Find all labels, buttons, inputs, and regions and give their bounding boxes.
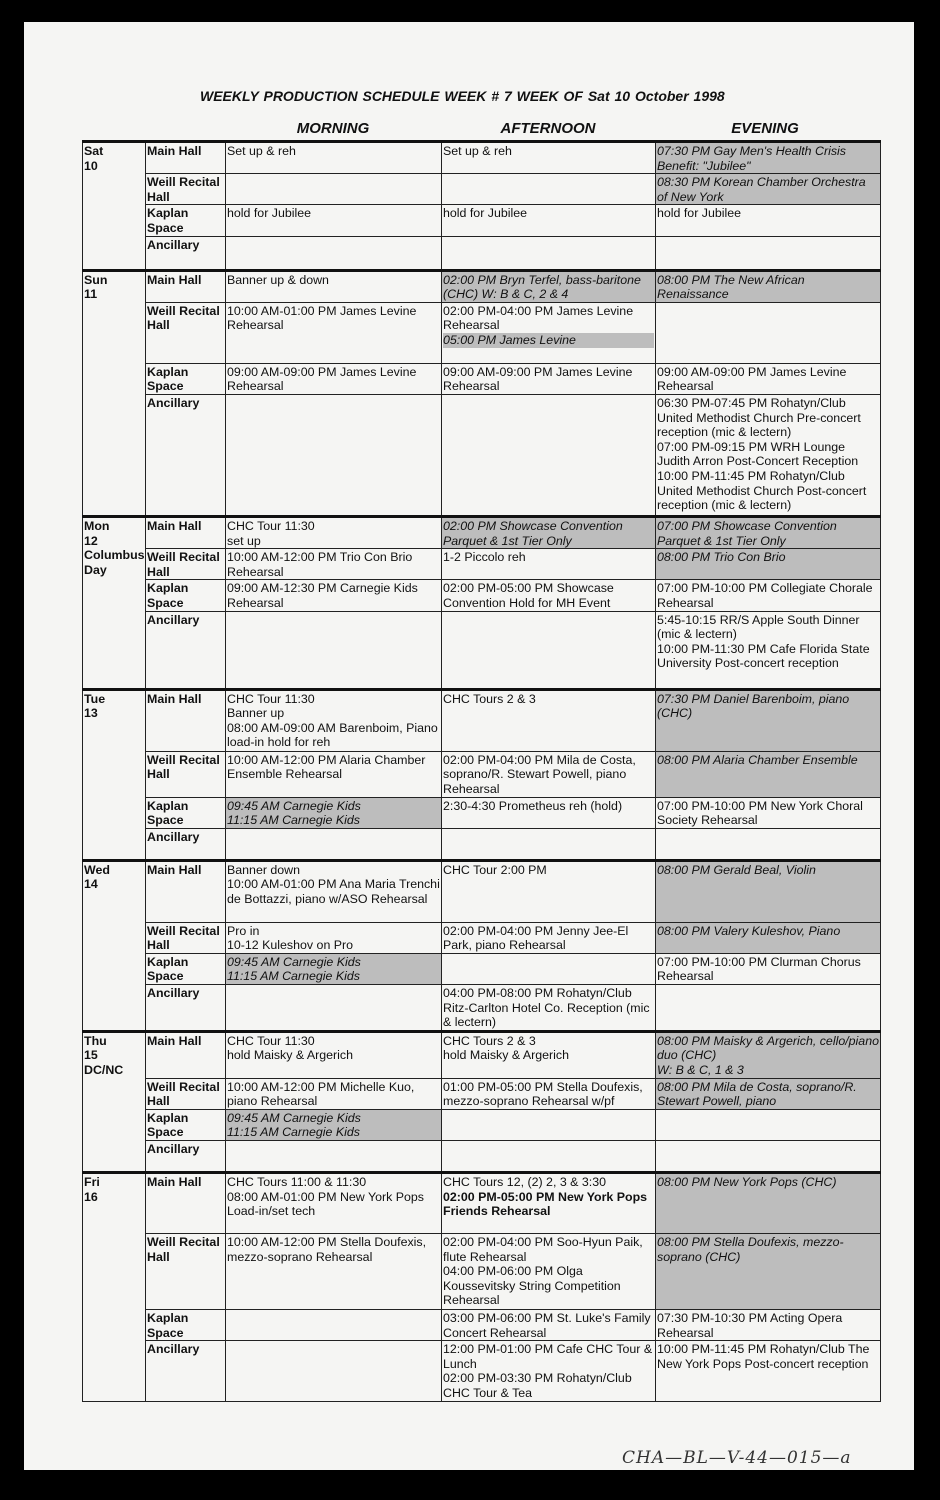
schedule-row — [83, 985, 881, 1032]
event-text: 04:00 PM-06:00 PM Olga Koussevitsky String Competition Rehearsal — [443, 1264, 621, 1308]
event-text: 02:00 PM Bryn Terfel, bass-baritone (CHC) W: B & C, 2 & 4 — [443, 272, 641, 302]
evening-cell — [656, 985, 881, 1032]
event-text: 08:00 PM New York Pops (CHC) — [657, 1175, 837, 1189]
afternoon-cell — [442, 363, 656, 394]
event-text: Banner up & down — [227, 272, 329, 287]
event-text: 10:00 AM-12:00 PM Alaria Chamber Ensemble Rehearsal — [227, 752, 426, 782]
schedule-row — [83, 797, 881, 828]
evening-cell — [656, 751, 881, 797]
schedule-row — [83, 1234, 881, 1310]
schedule-body — [83, 142, 881, 1402]
venue-cell: Main Hall — [146, 516, 226, 548]
event-text: CHC Tour 11:30 — [227, 518, 315, 533]
day-label: 16 — [84, 1189, 98, 1204]
event-text: 09:00 AM-09:00 PM James Levine Rehearsal — [657, 364, 847, 394]
event-text: 10:00 PM-11:45 PM Rohatyn/Club United Methodist Church Post-concert reception (mic & lectern) — [657, 468, 867, 513]
day-label: Mon — [84, 518, 110, 533]
venue-cell: Kaplan Space — [146, 797, 226, 828]
event-text: 09:45 AM Carnegie Kids — [227, 798, 361, 813]
evening-cell — [656, 302, 881, 363]
event-text: hold for Jubilee — [443, 206, 528, 221]
venue-cell: Kaplan Space — [146, 205, 226, 236]
event-text: 12:00 PM-01:00 PM Cafe CHC Tour & Lunch — [443, 1342, 653, 1371]
morning-cell — [226, 797, 442, 828]
evening-cell — [656, 142, 881, 174]
evening-cell — [656, 1310, 881, 1341]
afternoon-cell — [442, 394, 656, 516]
venue-cell: Main Hall — [146, 689, 226, 751]
event-text: 1-2 Piccolo reh — [443, 550, 526, 565]
schedule-table — [82, 140, 881, 1402]
event-text: CHC Tour 2:00 PM — [443, 862, 547, 877]
event-text: CHC Tours 11:00 & 11:30 — [227, 1175, 367, 1189]
schedule-row — [83, 174, 881, 205]
morning-cell — [226, 1078, 442, 1109]
evening-cell — [656, 1031, 881, 1078]
morning-cell — [226, 922, 442, 953]
schedule-row — [83, 1141, 881, 1173]
schedule-row — [83, 516, 881, 548]
evening-cell — [656, 1234, 881, 1310]
event-text: 07:00 PM-09:15 PM WRH Lounge Judith Arron Post-Concert Reception — [657, 439, 859, 469]
morning-cell — [226, 142, 442, 174]
evening-cell — [656, 580, 881, 611]
event-text: 09:45 AM Carnegie Kids — [227, 954, 361, 969]
event-text: Set up & reh — [227, 144, 296, 158]
schedule-row — [83, 860, 881, 922]
schedule-row — [83, 953, 881, 984]
schedule-row — [83, 1109, 881, 1140]
afternoon-cell — [442, 174, 656, 205]
event-text: 08:00 AM-09:00 AM Barenboim, Piano load-in hold for reh — [227, 720, 438, 750]
event-text: Pro in — [227, 923, 260, 938]
afternoon-cell — [442, 236, 656, 270]
day-label: Tue — [84, 691, 106, 706]
schedule-row — [83, 689, 881, 751]
evening-cell — [656, 922, 881, 953]
venue-cell: Main Hall — [146, 270, 226, 302]
venue-cell: Weill Recital Hall — [146, 1078, 226, 1109]
morning-cell — [226, 611, 442, 689]
evening-cell — [656, 797, 881, 828]
day-label: Fri — [84, 1175, 100, 1189]
morning-cell — [226, 1141, 442, 1173]
schedule-row — [83, 270, 881, 302]
schedule-row — [83, 751, 881, 797]
afternoon-cell — [442, 953, 656, 984]
venue-cell: Ancillary — [146, 1141, 226, 1173]
afternoon-cell — [442, 1234, 656, 1310]
evening-cell — [656, 689, 881, 751]
column-header-afternoon: AFTERNOON — [500, 120, 596, 137]
evening-cell — [656, 611, 881, 689]
schedule-row — [83, 236, 881, 270]
event-text: 2:30-4:30 Prometheus reh (hold) — [443, 798, 623, 813]
event-text: 10:00 AM-01:00 PM Ana Maria Trenchi de Bottazzi, piano w/ASO Rehearsal — [227, 877, 440, 906]
event-text: 02:00 PM-05:00 PM Showcase Convention Hold for MH Event — [443, 581, 614, 610]
afternoon-cell — [442, 516, 656, 548]
event-text: 02:00 PM-04:00 PM Soo-Hyun Paik, flute Rehearsal — [443, 1235, 643, 1264]
afternoon-cell — [442, 1031, 656, 1078]
event-text: Banner up — [227, 706, 285, 721]
afternoon-cell — [442, 922, 656, 953]
day-cell — [83, 270, 146, 516]
day-cell — [83, 689, 146, 860]
catalog-number: CHA—BL—V-44—015—a — [622, 1448, 852, 1468]
morning-cell — [226, 1173, 442, 1234]
event-text: 10:00 AM-12:00 PM Michelle Kuo, piano Rehearsal — [227, 1079, 415, 1109]
event-text: 05:00 PM James Levine — [443, 333, 654, 348]
afternoon-cell — [442, 580, 656, 611]
day-cell — [83, 142, 146, 271]
morning-cell — [226, 751, 442, 797]
schedule-row — [83, 142, 881, 174]
event-text: 09:45 AM Carnegie Kids — [227, 1110, 361, 1125]
schedule-row — [83, 205, 881, 236]
afternoon-cell — [442, 985, 656, 1032]
event-text: 10:00 AM-12:00 PM Stella Doufexis, mezzo-soprano Rehearsal — [227, 1235, 427, 1264]
afternoon-cell — [442, 1078, 656, 1109]
afternoon-cell — [442, 549, 656, 580]
morning-cell — [226, 205, 442, 236]
schedule-row — [83, 363, 881, 394]
event-text: 10:00 PM-11:45 PM Rohatyn/Club The New York Pops Post-concert reception — [657, 1342, 870, 1371]
event-text: 07:30 PM Daniel Barenboim, piano (CHC) — [657, 691, 850, 721]
venue-cell: Ancillary — [146, 985, 226, 1032]
evening-cell — [656, 860, 881, 922]
evening-cell — [656, 1173, 881, 1234]
event-text: 11:15 AM Carnegie Kids — [227, 813, 360, 828]
venue-cell: Weill Recital Hall — [146, 922, 226, 953]
evening-cell — [656, 828, 881, 860]
event-text: 04:00 PM-08:00 PM Rohatyn/Club Ritz-Carlton Hotel Co. Reception (mic & lectern) — [443, 986, 650, 1030]
afternoon-cell — [442, 1109, 656, 1140]
morning-cell — [226, 302, 442, 363]
afternoon-cell — [442, 142, 656, 174]
venue-cell: Main Hall — [146, 142, 226, 174]
event-text: 11:15 AM Carnegie Kids — [227, 1125, 360, 1140]
afternoon-cell — [442, 751, 656, 797]
event-text: 5:45-10:15 RR/S Apple South Dinner (mic & lectern) — [657, 612, 860, 642]
event-text: 09:00 AM-09:00 PM James Levine Rehearsal — [443, 364, 633, 394]
event-text: CHC Tour 11:30 — [227, 691, 315, 706]
morning-cell — [226, 689, 442, 751]
event-text: 08:00 PM Trio Con Brio — [657, 550, 786, 565]
event-text: 01:00 PM-05:00 PM Stella Doufexis, mezzo-soprano Rehearsal w/pf — [443, 1079, 643, 1109]
venue-cell: Ancillary — [146, 236, 226, 270]
evening-cell — [656, 1141, 881, 1173]
event-text: 08:00 PM Alaria Chamber Ensemble — [657, 752, 858, 767]
day-label: 13 — [84, 706, 98, 721]
afternoon-cell — [442, 205, 656, 236]
event-text: 08:00 PM Mila de Costa, soprano/R. Stewart Powell, piano — [657, 1079, 857, 1109]
event-text: 07:00 PM-10:00 PM New York Choral Society Rehearsal — [657, 798, 863, 828]
event-text: 06:30 PM-07:45 PM Rohatyn/Club United Methodist Church Pre-concert reception (mic & lectern) — [657, 395, 861, 440]
event-text: 02:00 PM-04:00 PM James Levine Rehearsal — [443, 303, 634, 333]
venue-cell: Kaplan Space — [146, 1310, 226, 1341]
schedule-row — [83, 580, 881, 611]
event-text: CHC Tour 11:30 — [227, 1033, 315, 1048]
event-text: 02:00 PM-04:00 PM Mila de Costa, soprano/R. Stewart Powell, piano Rehearsal — [443, 752, 636, 796]
day-label: Thu — [84, 1033, 107, 1048]
event-text: 08:00 PM Gerald Beal, Violin — [657, 862, 816, 877]
evening-cell — [656, 953, 881, 984]
event-text: hold for Jubilee — [657, 206, 742, 221]
evening-cell — [656, 205, 881, 236]
venue-cell: Weill Recital Hall — [146, 302, 226, 363]
morning-cell — [226, 1341, 442, 1402]
evening-cell — [656, 1341, 881, 1402]
afternoon-cell — [442, 611, 656, 689]
morning-cell — [226, 580, 442, 611]
event-text: 02:00 PM-04:00 PM Jenny Jee-El Park, piano Rehearsal — [443, 923, 629, 953]
morning-cell — [226, 516, 442, 548]
event-text: 11:15 AM Carnegie Kids — [227, 969, 360, 984]
afternoon-cell — [442, 302, 656, 363]
event-text: 08:00 PM Maisky & Argerich, cello/piano duo (CHC) — [657, 1033, 879, 1063]
event-text: hold Maisky & Argerich — [227, 1048, 354, 1063]
evening-cell — [656, 394, 881, 516]
event-text: hold for Jubilee — [227, 206, 312, 221]
afternoon-cell — [442, 1173, 656, 1234]
day-cell — [83, 516, 146, 689]
event-text: Banner down — [227, 862, 301, 877]
event-text: 02:00 PM-05:00 PM New York Pops Friends Rehearsal — [443, 1189, 648, 1219]
venue-cell: Kaplan Space — [146, 580, 226, 611]
event-text: Set up & reh — [443, 144, 512, 158]
venue-cell: Ancillary — [146, 828, 226, 860]
evening-cell — [656, 174, 881, 205]
event-text: CHC Tours 2 & 3 — [443, 691, 536, 706]
afternoon-cell — [442, 1141, 656, 1173]
morning-cell — [226, 1031, 442, 1078]
evening-cell — [656, 236, 881, 270]
venue-cell: Ancillary — [146, 1341, 226, 1402]
venue-cell: Main Hall — [146, 860, 226, 922]
morning-cell — [226, 394, 442, 516]
morning-cell — [226, 828, 442, 860]
morning-cell — [226, 1234, 442, 1310]
morning-cell — [226, 236, 442, 270]
event-text: 03:00 PM-06:00 PM St. Luke's Family Concert Rehearsal — [443, 1311, 651, 1340]
event-text: 08:30 PM Korean Chamber Orchestra of New York — [657, 175, 866, 204]
event-text: 08:00 PM Stella Doufexis, mezzo-soprano (CHC) — [657, 1235, 844, 1264]
event-text: 02:00 PM Showcase Convention Parquet & 1st Tier Only — [443, 518, 623, 548]
column-headers — [82, 120, 875, 140]
day-label: 12 — [84, 533, 98, 548]
venue-cell: Main Hall — [146, 1173, 226, 1234]
venue-cell: Ancillary — [146, 394, 226, 516]
venue-cell: Weill Recital Hall — [146, 549, 226, 580]
event-text: 10:00 PM-11:30 PM Cafe Florida State University Post-concert reception — [657, 641, 870, 671]
day-label: DC/NC — [84, 1063, 124, 1078]
afternoon-cell — [442, 1310, 656, 1341]
day-label: 11 — [84, 287, 98, 302]
event-text: 07:30 PM Gay Men's Health Crisis Benefit: "Jubilee" — [657, 144, 846, 173]
event-text: 10-12 Kuleshov on Pro — [227, 938, 354, 953]
morning-cell — [226, 549, 442, 580]
event-text: 09:00 AM-12:30 PM Carnegie Kids Rehearsal — [227, 581, 418, 610]
day-label: Sun — [84, 272, 108, 287]
event-text: W: B & C, 1 & 3 — [657, 1063, 744, 1078]
day-label: Columbus — [84, 548, 145, 563]
evening-cell — [656, 270, 881, 302]
afternoon-cell — [442, 860, 656, 922]
morning-cell — [226, 953, 442, 984]
schedule-row — [83, 1078, 881, 1109]
morning-cell — [226, 174, 442, 205]
schedule-row — [83, 1173, 881, 1234]
venue-cell: Kaplan Space — [146, 1109, 226, 1140]
schedule-row — [83, 1031, 881, 1078]
day-label: Day — [84, 562, 107, 577]
day-cell — [83, 1031, 146, 1172]
day-label: 10 — [84, 158, 98, 173]
event-text: 10:00 AM-01:00 PM James Levine Rehearsal — [227, 303, 417, 333]
event-text: 08:00 AM-01:00 PM New York Pops Load-in/set tech — [227, 1189, 424, 1219]
schedule-row — [83, 549, 881, 580]
morning-cell — [226, 985, 442, 1032]
event-text: CHC Tours 2 & 3 — [443, 1033, 536, 1048]
afternoon-cell — [442, 797, 656, 828]
day-label: Wed — [84, 862, 110, 877]
afternoon-cell — [442, 689, 656, 751]
event-text: 09:00 AM-09:00 PM James Levine Rehearsal — [227, 364, 417, 394]
evening-cell — [656, 549, 881, 580]
day-cell — [83, 1173, 146, 1402]
afternoon-cell — [442, 828, 656, 860]
schedule-row — [83, 611, 881, 689]
morning-cell — [226, 270, 442, 302]
day-label: Sat — [84, 144, 104, 158]
schedule-row — [83, 394, 881, 516]
day-label: 15 — [84, 1048, 98, 1063]
column-header-evening: EVENING — [731, 120, 799, 137]
evening-cell — [656, 516, 881, 548]
event-text: 07:00 PM Showcase Convention Parquet & 1st Tier Only — [657, 518, 837, 548]
afternoon-cell — [442, 1341, 656, 1402]
event-text: 07:30 PM-10:30 PM Acting Opera Rehearsal — [657, 1311, 843, 1340]
afternoon-cell — [442, 270, 656, 302]
schedule-row — [83, 922, 881, 953]
morning-cell — [226, 860, 442, 922]
venue-cell: Main Hall — [146, 1031, 226, 1078]
venue-cell: Weill Recital Hall — [146, 751, 226, 797]
venue-cell: Weill Recital Hall — [146, 174, 226, 205]
evening-cell — [656, 1109, 881, 1140]
event-text: 07:00 PM-10:00 PM Collegiate Chorale Rehearsal — [657, 581, 873, 610]
document-title: WEEKLY PRODUCTION SCHEDULE WEEK # 7 WEEK OF Sat 10 October 1998 — [200, 88, 725, 104]
event-text: 07:00 PM-10:00 PM Clurman Chorus Rehearsal — [657, 954, 861, 984]
venue-cell: Kaplan Space — [146, 953, 226, 984]
schedule-row — [83, 1341, 881, 1402]
venue-cell: Kaplan Space — [146, 363, 226, 394]
evening-cell — [656, 363, 881, 394]
morning-cell — [226, 1310, 442, 1341]
event-text: hold Maisky & Argerich — [443, 1048, 570, 1063]
event-text: set up — [227, 533, 261, 548]
evening-cell — [656, 1078, 881, 1109]
morning-cell — [226, 363, 442, 394]
venue-cell: Ancillary — [146, 611, 226, 689]
schedule-row — [83, 828, 881, 860]
schedule-row — [83, 1310, 881, 1341]
column-header-morning: MORNING — [296, 120, 370, 137]
day-label: 14 — [84, 877, 98, 892]
venue-cell: Weill Recital Hall — [146, 1234, 226, 1310]
morning-cell — [226, 1109, 442, 1140]
day-cell — [83, 860, 146, 1031]
event-text: 08:00 PM The New African Renaissance — [657, 272, 805, 302]
schedule-row — [83, 302, 881, 363]
event-text: 02:00 PM-03:30 PM Rohatyn/Club CHC Tour & Tea — [443, 1371, 632, 1400]
event-text: 08:00 PM Valery Kuleshov, Piano — [657, 923, 841, 938]
event-text: CHC Tours 12, (2) 2, 3 & 3:30 — [443, 1175, 606, 1189]
event-text: 10:00 AM-12:00 PM Trio Con Brio Rehearsal — [227, 550, 413, 579]
